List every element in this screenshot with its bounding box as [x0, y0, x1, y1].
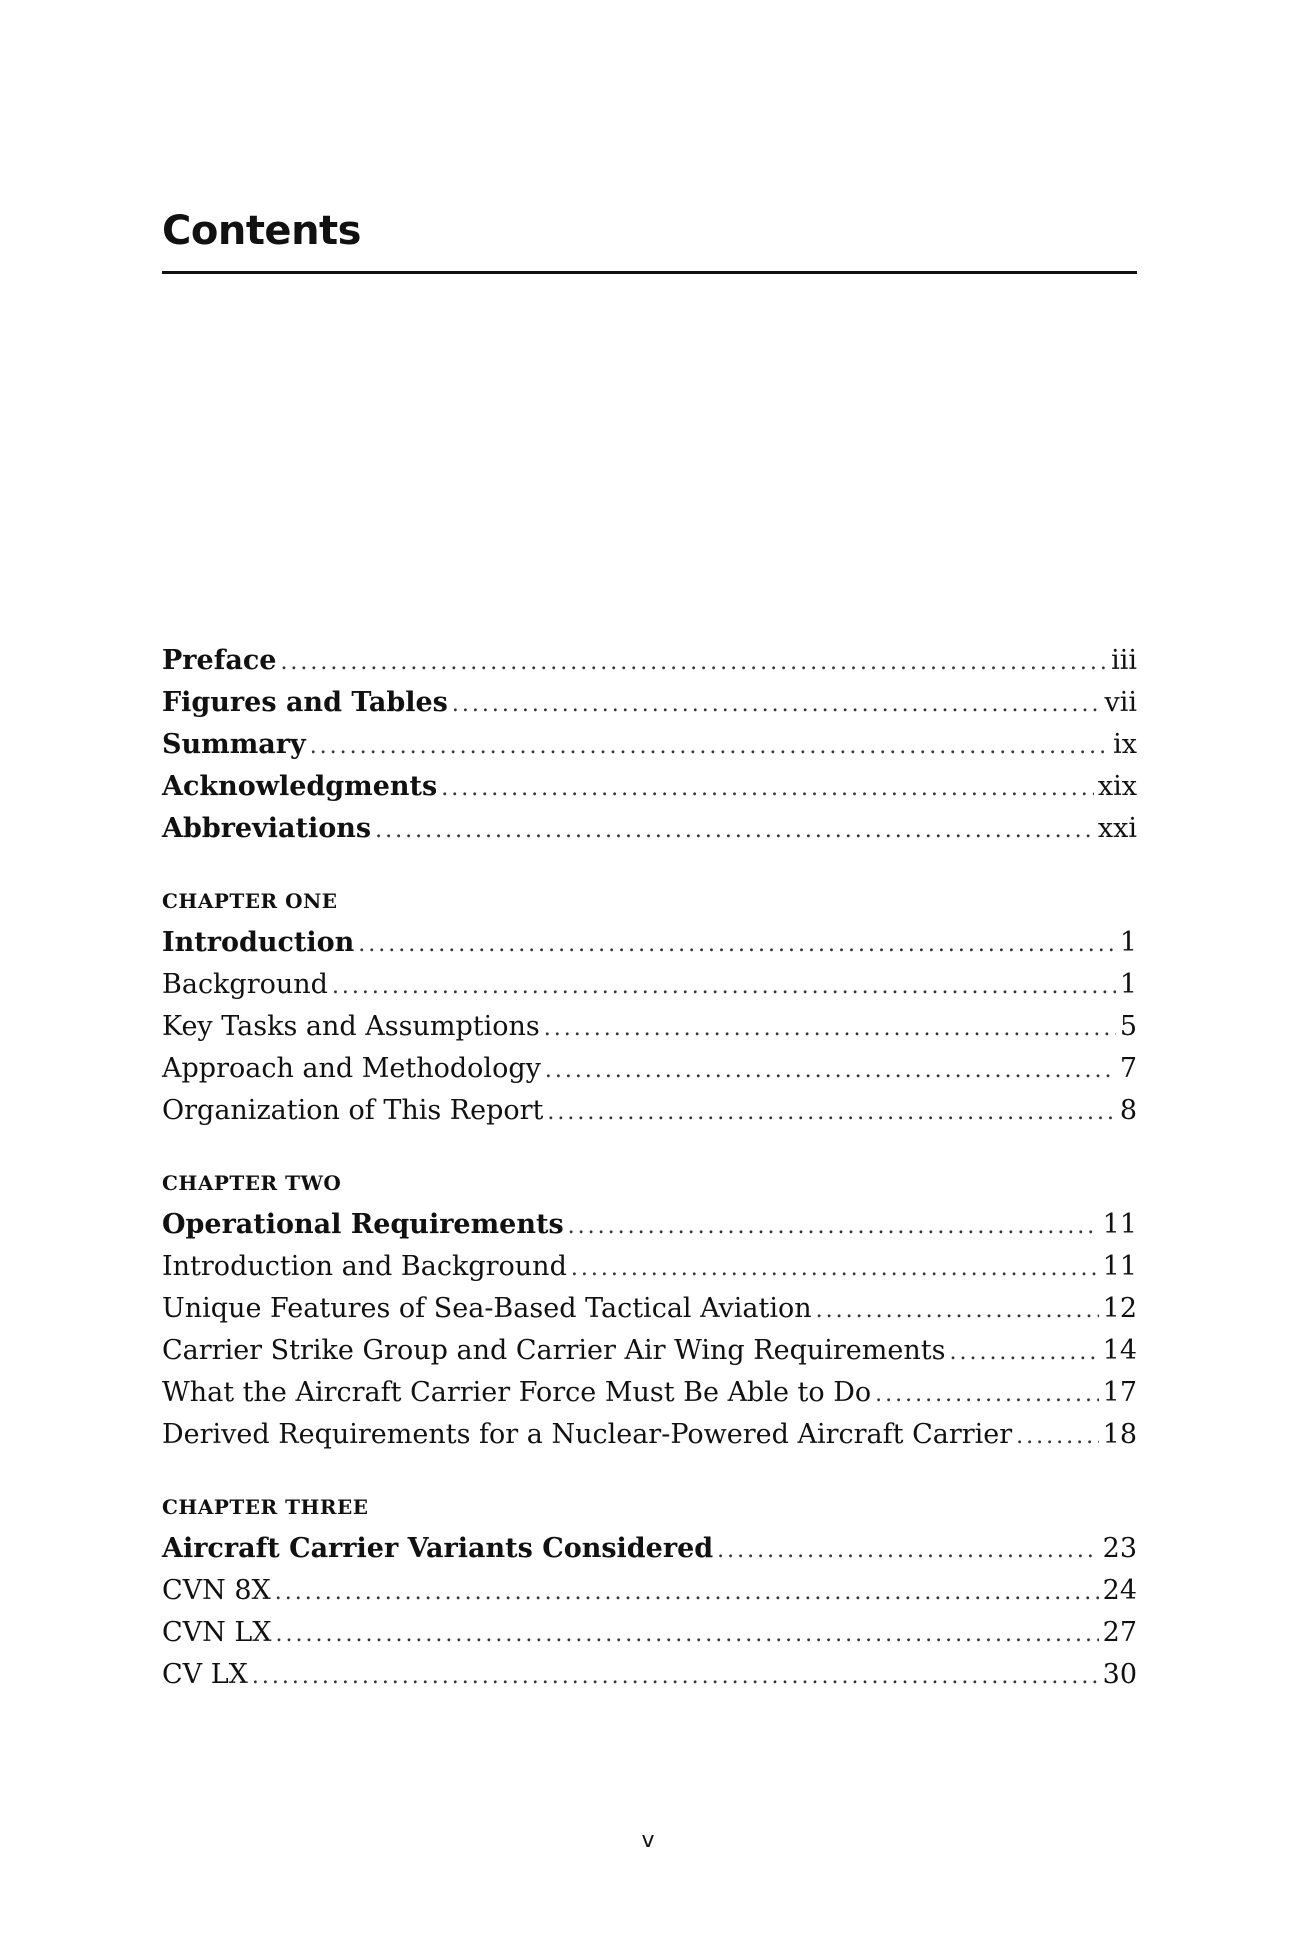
toc-entry-introduction[interactable]: [162, 922, 1137, 964]
toc-entry-label: CVN LX: [162, 1617, 272, 1648]
toc-entry-label: Carrier Strike Group and Carrier Air Wing Requirements: [162, 1335, 946, 1366]
dot-leader: [545, 1050, 1116, 1092]
toc-entry-label: Operational Requirements: [162, 1209, 564, 1240]
toc-entry-label: Approach and Methodology: [162, 1053, 541, 1084]
toc-entry-summary[interactable]: [162, 724, 1137, 766]
toc-page-number: 1: [1119, 927, 1137, 958]
dot-leader: [717, 1530, 1099, 1572]
chapter-two-group: [162, 1162, 1137, 1456]
chapter-three-group: [162, 1486, 1137, 1696]
toc-entry-preface[interactable]: [162, 640, 1137, 682]
toc-page-number: 27: [1102, 1617, 1137, 1648]
toc-page-number: 23: [1102, 1533, 1137, 1564]
toc-page-number: 14: [1102, 1335, 1137, 1366]
front-matter-group: [162, 640, 1137, 850]
toc-page-number: 17: [1102, 1377, 1137, 1408]
toc-entry-label: CVN 8X: [162, 1575, 271, 1606]
toc-entry-key-tasks[interactable]: [162, 1006, 1137, 1048]
toc-page-number: 1: [1119, 969, 1137, 1000]
toc-entry-operational-requirements[interactable]: [162, 1204, 1137, 1246]
toc-entry-cv-lx[interactable]: [162, 1654, 1137, 1696]
toc-entry-label: Summary: [162, 729, 306, 760]
toc-entry-unique-features[interactable]: [162, 1288, 1137, 1330]
toc-page-number: xxi: [1097, 813, 1137, 844]
toc-entry-label: Unique Features of Sea-Based Tactical Aviation: [162, 1293, 812, 1324]
toc-entry-carrier-variants[interactable]: [162, 1528, 1137, 1570]
page-title: Contents: [162, 208, 361, 254]
dot-leader: [875, 1374, 1099, 1416]
dot-leader: [547, 1092, 1115, 1134]
toc-entry-label: Abbreviations: [162, 813, 372, 844]
dot-leader: [568, 1206, 1099, 1248]
toc-entry-label: Derived Requirements for a Nuclear-Powered Aircraft Carrier: [162, 1419, 1013, 1450]
toc-entry-derived-requirements[interactable]: [162, 1414, 1137, 1456]
toc-page-number: 24: [1102, 1575, 1137, 1606]
chapter-one-group: [162, 880, 1137, 1132]
dot-leader: [375, 810, 1094, 852]
toc-page-number: 5: [1119, 1011, 1137, 1042]
toc-entry-carrier-force[interactable]: [162, 1372, 1137, 1414]
dot-leader: [816, 1290, 1099, 1332]
dot-leader: [949, 1332, 1098, 1374]
dot-leader: [310, 726, 1109, 768]
toc-entry-label: CV LX: [162, 1659, 248, 1690]
dot-leader: [275, 1572, 1099, 1614]
title-rule: [162, 271, 1137, 274]
toc-page-number: 12: [1102, 1293, 1137, 1324]
toc-page-number: 8: [1119, 1095, 1137, 1126]
page-folio: v: [641, 1828, 655, 1853]
toc-entry-label: Background: [162, 969, 328, 1000]
dot-leader: [452, 684, 1101, 726]
dot-leader: [276, 1614, 1099, 1656]
toc-entry-label: Key Tasks and Assumptions: [162, 1011, 540, 1042]
toc-entry-label: Introduction: [162, 927, 355, 958]
chapter-label: CHAPTER THREE: [162, 1495, 369, 1519]
dot-leader: [280, 642, 1107, 684]
dot-leader: [571, 1248, 1099, 1290]
toc-entry-organization[interactable]: [162, 1090, 1137, 1132]
dot-leader: [1016, 1416, 1098, 1458]
dot-leader: [332, 966, 1116, 1008]
toc-page-number: 7: [1119, 1053, 1137, 1084]
table-of-contents: [162, 640, 1137, 1696]
toc-page-number: 11: [1102, 1209, 1137, 1240]
toc-entry-label: Acknowledgments: [162, 771, 438, 802]
toc-entry-label: What the Aircraft Carrier Force Must Be Able to Do: [162, 1377, 872, 1408]
toc-entry-label: Introduction and Background: [162, 1251, 567, 1282]
toc-entry-introduction-and-background[interactable]: [162, 1246, 1137, 1288]
chapter-label: CHAPTER TWO: [162, 1171, 342, 1195]
toc-entry-acknowledgments[interactable]: [162, 766, 1137, 808]
spacer: [162, 1132, 1137, 1162]
dot-leader: [544, 1008, 1116, 1050]
toc-entry-label: Organization of This Report: [162, 1095, 544, 1126]
toc-page-number: vii: [1104, 687, 1137, 718]
toc-entry-cvn-lx[interactable]: [162, 1612, 1137, 1654]
toc-entry-abbreviations[interactable]: [162, 808, 1137, 850]
toc-page-number: ix: [1113, 729, 1137, 760]
toc-entry-carrier-strike-group[interactable]: [162, 1330, 1137, 1372]
toc-page-number: xix: [1097, 771, 1137, 802]
toc-page-number: iii: [1111, 645, 1137, 676]
toc-page-number: 18: [1102, 1419, 1137, 1450]
toc-page-number: 30: [1102, 1659, 1137, 1690]
chapter-label: CHAPTER ONE: [162, 889, 338, 913]
toc-entry-label: Aircraft Carrier Variants Considered: [162, 1533, 714, 1564]
toc-entry-cvn-8x[interactable]: [162, 1570, 1137, 1612]
dot-leader: [358, 924, 1116, 966]
toc-entry-background[interactable]: [162, 964, 1137, 1006]
toc-entry-approach[interactable]: [162, 1048, 1137, 1090]
toc-entry-label: Preface: [162, 645, 277, 676]
spacer: [162, 850, 1137, 880]
toc-entry-figures-and-tables[interactable]: [162, 682, 1137, 724]
spacer: [162, 1456, 1137, 1486]
dot-leader: [252, 1656, 1099, 1698]
toc-page-number: 11: [1102, 1251, 1137, 1282]
toc-entry-label: Figures and Tables: [162, 687, 448, 718]
dot-leader: [441, 768, 1094, 810]
